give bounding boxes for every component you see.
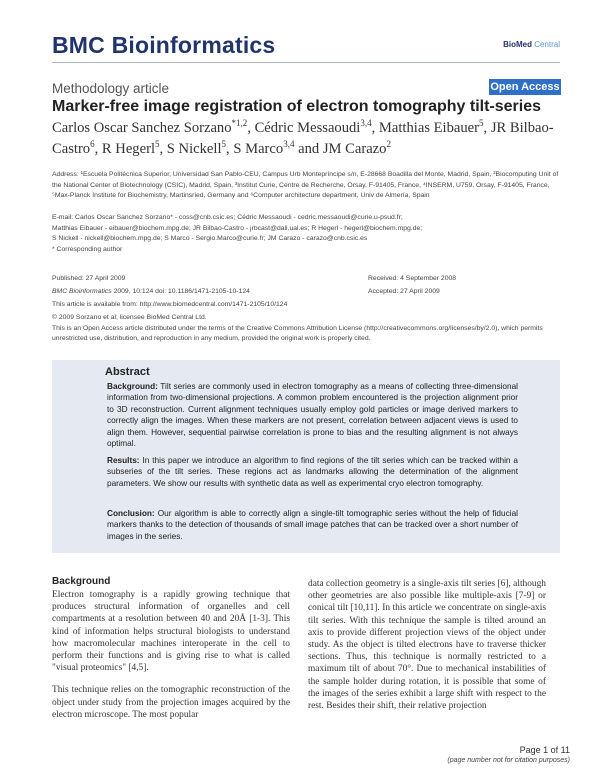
citation-journal: BMC Bioinformatics [52,287,112,295]
author-name: Matthias Eibauer [378,120,480,136]
author-affiliation: 5 [221,139,227,150]
abstract-background-label: Background: [107,382,158,391]
article-type: Methodology article [52,81,170,96]
author-affiliation: 5 [479,118,484,129]
abstract-results [107,455,518,489]
publication-info [52,274,312,297]
page-number: Page 1 of 11 [519,745,570,755]
author [52,120,247,136]
page-number-note: (page number not for citation purposes) [447,757,570,764]
article-title: Marker-free image registration of electron tomography tilt-series [52,98,542,115]
author-name: Carlos Oscar Sanchez Sorzano [52,120,232,136]
author-affiliation: 5 [155,139,160,150]
published-date: Published: 27 April 2009 [52,275,126,282]
author-list: Carlos Oscar Sanchez Sorzano$^{*1,2}$, Cédric Messaoudi$^{3,4}$, Matthias Eibauer$^5$, JR Bilbao-Castro$^6$, R Hegerl$^5$, S Nickell$^5$, S Marco$^{3,4}$ and JM Carazo$^2$ [52,118,554,157]
author [379,120,484,136]
author-name: S Marco [233,141,284,157]
abstract-results-label: Results: [107,456,140,465]
citation-line [52,287,312,298]
open-access-badge: Open Access [490,81,560,93]
author-name: R Hegerl [101,141,155,157]
abstract-heading: Abstract [105,366,150,378]
author-name: JM Carazo [322,141,387,157]
body-column-right [308,578,546,722]
author [323,141,391,157]
background-heading: Background [52,576,111,587]
biomed-central-logo [503,40,560,49]
author [233,141,294,157]
body-column-left [52,589,290,731]
abstract-conclusion-label: Conclusion: [107,509,155,518]
paragraph: This technique relies on the tomographic reconstruction of the object under study from the projection images acquired by the electron microscope. The most popular [52,685,290,720]
logo-part-2: Central [531,40,560,49]
header-rule [52,62,560,63]
author-name: JR Bilbao-Castro [52,120,554,157]
corresponding-note: * Corresponding author [52,245,123,253]
abstract-conclusion [107,508,518,542]
email-line: Matthias Eibauer - eibauer@biochem.mpg.de; JR Bilbao-Castro - jrbcast@dali.ual.es; R Hegerl - hegerl@biochem.mpg.de; [52,224,423,232]
author-affiliation: 6 [90,139,95,150]
abstract-results-text: In this paper we introduce an algorithm to find regions of the tilt series which can be tracked within a subseries of the tilt series. These regions act as landmarks allowing the determination of the alignment parameters. We show our results with synthetic data as well as experimental cryo electron tomography. [107,456,518,488]
author [167,141,226,157]
abstract-conclusion-text: Our algorithm is able to correctly align a single-tilt tomographic series without the help of fiducial markers thanks to the detection of thousands of small image patches that can be tracked over a short number of images in the series. [107,509,518,541]
received-date: Received: 4 September 2008 [368,275,457,282]
availability-url[interactable]: This article is available from: http://www.biomedcentral.com/1471-2105/10/124 [52,301,288,308]
paragraph: data collection geometry is a single-axis tilt series [6], although other geometries are also possible like multiple-axis [7-9] or conical tilt [10,11]. In this article we concentrate on single-axis tilt series. With this technique the sample is tilted around an axis to provide different projection views of the object under study. As the object is tilted electrons have to traverse thicker sections. Thus, this technique is normally restricted to a maximum tilt of about 70°. Due to mechanical instabilities of the sample holder during rotation, it is possible that some of the images of the series exhibit a large shift with respect to the rest. Besides their shift, their relative projection [308,579,546,712]
author-affiliation: *1,2 [231,118,248,129]
affiliations: Address: ¹Escuela Politécnica Superior, Universidad San Pablo-CEU, Campus Urb Montepríncipe s/n, E-28668 Boadilla del Monte, Madrid, Spain, ²Biocomputing Unit of the National Center of Biotechnology (CSIC), Madrid, Spain, ³Institut Curie, Centre de Recherche, Orsay, F-91405, France, ⁴INSERM, U759, Orsay, F-91405, France, ⁵Max-Planck Institute for Biochemistry, Martinsried, Germany and ⁶Computer architecture department, Univ de Almería, Spain [52,171,559,199]
copyright-line: © 2009 Sorzano et al; licensee BioMed Central Ltd. [52,314,207,321]
abstract-background-text: Tilt series are commonly used in electron tomography as a means of collecting three-dimensional information from two-dimensional projections. A common problem encountered is the projection alignment prior to 3D reconstruction. Current alignment techniques usually employ gold particles or image derived markers to correctly align the images. When these markers are not present, correlation between adjacent views is used to align them. However, sequential pairwise correlation is prone to bias and the resulting alignment is not always optimal. [107,382,518,449]
abstract-background [107,381,518,449]
citation-details: 2009, 10:124 doi: 10.1186/1471-2105-10-124 [111,287,250,295]
author [255,120,372,136]
author-affiliation: 3,4 [360,118,372,129]
author-name: S Nickell [166,141,222,157]
copyright-block [52,313,562,345]
author [102,141,160,157]
accepted-date: Accepted: 27 April 2009 [368,287,440,295]
email-line: S Nickell - nickell@biochem.mpg.de; S Marco - Sergio.Marco@curie.fr; JM Carazo - carazo@cnb.csic.es [52,235,368,242]
author-affiliation: 2 [386,139,391,150]
author-name: Cédric Messaoudi [254,120,361,136]
journal-title: BMC Bioinformatics [52,32,276,58]
received-info [368,274,568,297]
email-line: E-mail: Carlos Oscar Sanchez Sorzano* - coss@cnb.csic.es; Cédric Messaoudi - cedric.messaoudi@curie.u-psud.fr; [52,214,403,221]
author-affiliation: 3,4 [283,139,295,150]
email-block [52,213,562,255]
license-text: This is an Open Access article distributed under the terms of the Creative Commons Attribution License (http://creativecommons.org/licenses/by/2.0), which permits unrestricted use, distribution, and reproduction in any medium, provided the original work is properly cited. [52,324,543,342]
paragraph: Electron tomography is a rapidly growing technique that produces structural information of organelles and cell compartments at a resolution between 40 and 20Å [1-3]. This kind of information helps structural biologists to understand how macromolecular machines interoperate in the cell to perform their functions and is giving rise to what is called "visual proteomics" [4,5]. [52,590,290,674]
logo-part-1: BioMed [503,40,532,49]
